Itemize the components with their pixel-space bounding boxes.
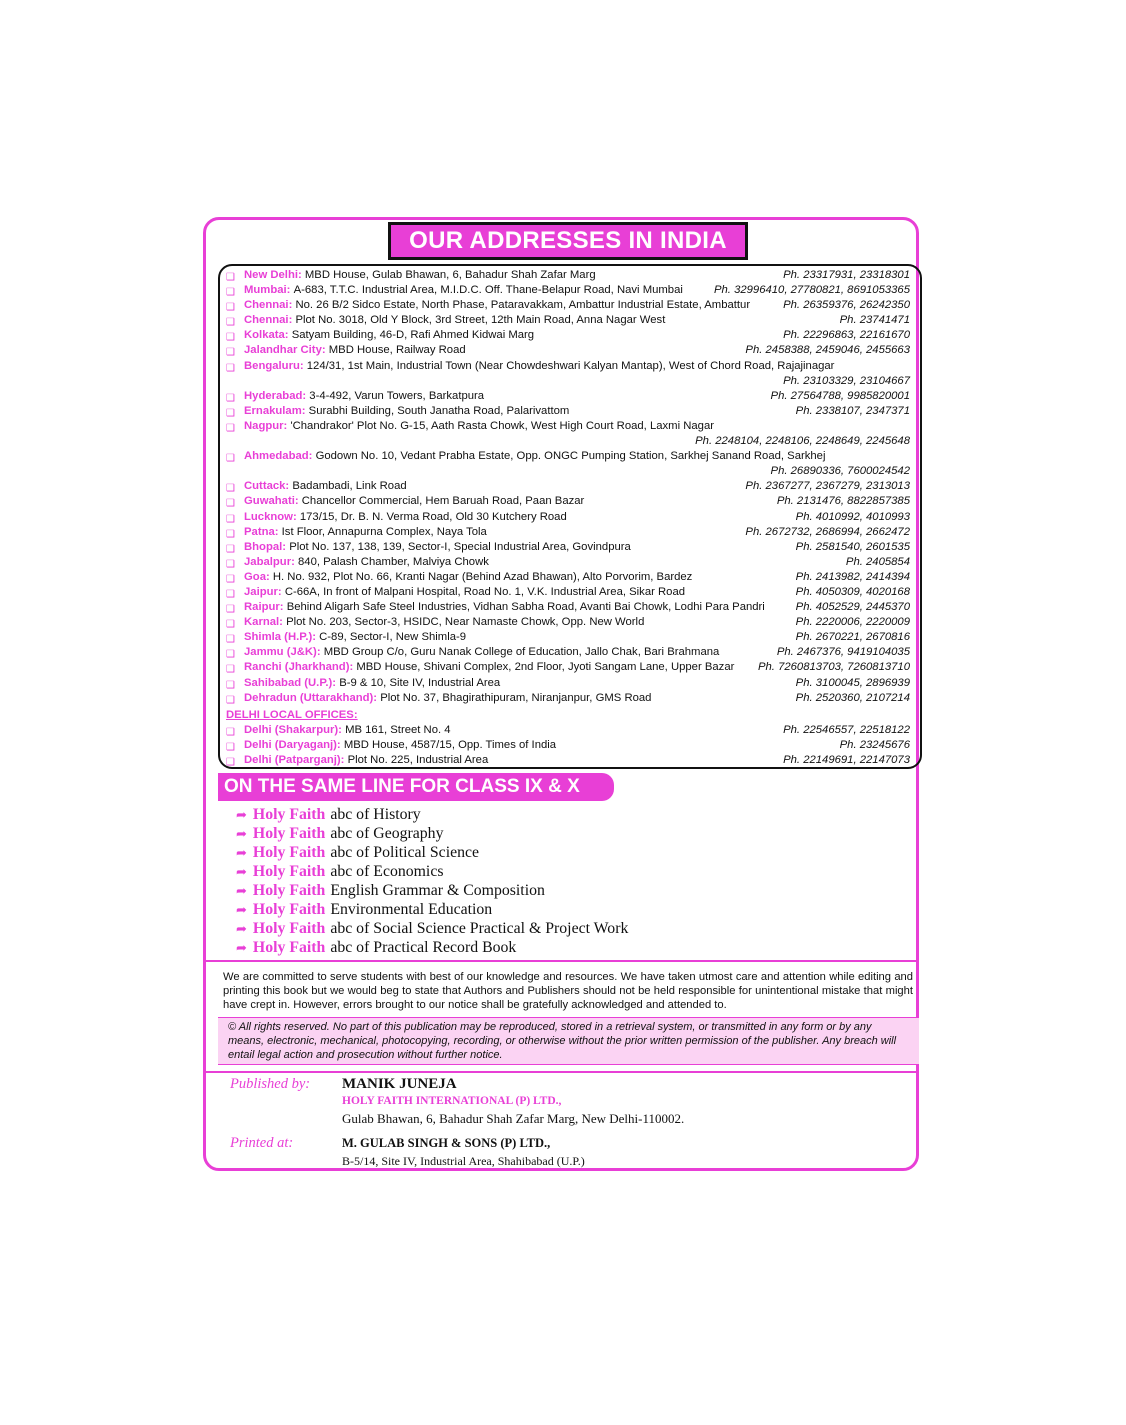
city-name: Sahibabad (U.P.):	[244, 676, 337, 689]
book-brand: Holy Faith	[252, 901, 326, 918]
arrow-icon: ➦	[236, 940, 247, 955]
book-item	[236, 900, 628, 919]
book-item	[236, 824, 628, 843]
city-name: Delhi (Patparganj):	[244, 754, 345, 766]
checkbox-bullet-icon: ❑	[226, 694, 235, 706]
checkbox-bullet-icon: ❑	[226, 543, 235, 555]
address-row	[226, 404, 910, 419]
address-text: MBD House, 4587/15, Opp. Times of India	[343, 738, 557, 751]
address-text: MBD House, Gulab Bhawan, 6, Bahadur Shah Zafar Marg	[304, 269, 596, 281]
same-line-heading: ON THE SAME LINE FOR CLASS IX & X	[218, 773, 614, 801]
phone-numbers: Ph. 2467376, 9419104035	[776, 646, 910, 659]
phone-numbers: Ph. 2458388, 2459046, 2455663	[745, 344, 910, 357]
address-row	[226, 555, 910, 570]
city-name: Chennai:	[244, 299, 293, 312]
address-text: Plot No. 225, Industrial Area	[347, 754, 489, 766]
book-title: abc of Practical Record Book	[330, 939, 517, 956]
checkbox-bullet-icon: ❑	[226, 741, 235, 753]
city-name: Bengaluru:	[244, 359, 304, 372]
address-row	[226, 525, 910, 540]
address-text: Plot No. 137, 138, 139, Sector-I, Special Industrial Area, Govindpura	[289, 540, 631, 553]
checkbox-bullet-icon: ❑	[226, 332, 235, 344]
checkbox-bullet-icon: ❑	[226, 649, 235, 661]
book-brand: Holy Faith	[252, 920, 326, 937]
address-text: H. No. 932, Plot No. 66, Kranti Nagar (Behind Azad Bhawan), Alto Porvorim, Bardez	[272, 570, 693, 583]
phone-numbers: Ph. 22296863, 22161670	[783, 329, 910, 342]
address-text: Surabhi Building, South Janatha Road, Palarivattom	[308, 404, 570, 417]
phone-numbers: Ph. 23103329, 23104667	[783, 374, 910, 387]
address-row	[226, 343, 910, 358]
checkbox-bullet-icon: ❑	[226, 302, 235, 314]
address-text: MB 161, Street No. 4	[345, 723, 451, 736]
arrow-icon: ➦	[236, 807, 247, 822]
city-name: Kolkata:	[244, 329, 289, 342]
city-name: Patna:	[244, 525, 279, 538]
publisher-company: HOLY FAITH INTERNATIONAL (P) LTD.,	[342, 1095, 562, 1107]
book-brand: Holy Faith	[252, 844, 326, 861]
checkbox-bullet-icon: ❑	[226, 453, 235, 465]
checkbox-bullet-icon: ❑	[226, 347, 235, 359]
checkbox-bullet-icon: ❑	[226, 664, 235, 676]
phone-numbers: Ph. 2338107, 2347371	[795, 404, 910, 417]
address-text: 3-4-492, Varun Towers, Barkatpura	[309, 389, 485, 402]
address-text: 173/15, Dr. B. N. Verma Road, Old 30 Kutchery Road	[299, 510, 567, 523]
city-name: Hyderabad:	[244, 389, 307, 402]
checkbox-bullet-icon: ❑	[226, 757, 235, 768]
address-text: MBD House, Shivani Complex, 2nd Floor, Jyoti Sangam Lane, Upper Bazar	[356, 661, 735, 674]
address-text: Badambadi, Link Road	[292, 480, 407, 493]
book-brand: Holy Faith	[252, 863, 326, 880]
phone-numbers: Ph. 2520360, 2107214	[795, 691, 910, 704]
city-name: New Delhi:	[244, 269, 302, 281]
address-text: Ist Floor, Annapurna Complex, Naya Tola	[281, 525, 487, 538]
address-row	[226, 570, 910, 585]
checkbox-bullet-icon: ❑	[226, 287, 235, 299]
city-name: Cuttack:	[244, 480, 290, 493]
book-item	[236, 862, 628, 881]
book-item	[236, 938, 628, 957]
address-row	[226, 510, 910, 525]
address-row	[226, 676, 910, 691]
address-row	[226, 645, 910, 660]
publisher-name: MANIK JUNEJA	[342, 1076, 457, 1092]
address-row	[226, 328, 910, 343]
book-item	[236, 843, 628, 862]
checkbox-bullet-icon: ❑	[226, 679, 235, 691]
book-title: abc of Geography	[330, 825, 444, 842]
city-name: Jalandhar City:	[244, 344, 326, 357]
address-text: Satyam Building, 46-D, Rafi Ahmed Kidwai Marg	[291, 329, 535, 342]
checkbox-bullet-icon: ❑	[226, 619, 235, 631]
city-name: Guwahati:	[244, 495, 299, 508]
phone-numbers: Ph. 2131476, 8822857385	[776, 495, 910, 508]
address-row	[226, 660, 910, 675]
arrow-icon: ➦	[236, 883, 247, 898]
checkbox-bullet-icon: ❑	[226, 317, 235, 329]
city-name: Delhi (Shakarpur):	[244, 723, 342, 736]
address-text: Godown No. 10, Vedant Prabha Estate, Opp. ONGC Pumping Station, Sarkhej Sanand Road, Sarkhej	[315, 450, 826, 463]
city-name: Raipur:	[244, 601, 284, 614]
checkbox-bullet-icon: ❑	[226, 362, 235, 374]
phone-numbers: Ph. 26890336, 7600024542	[770, 465, 910, 478]
printer-address: B-5/14, Site IV, Industrial Area, Shahibabad (U.P.)	[342, 1154, 585, 1168]
arrow-icon: ➦	[236, 864, 247, 879]
city-name: Dehradun (Uttarakhand):	[244, 691, 378, 704]
city-name: Lucknow:	[244, 510, 297, 523]
phone-numbers: Ph. 23245676	[839, 738, 910, 751]
publisher-address: Gulab Bhawan, 6, Bahadur Shah Zafar Marg, New Delhi-110002.	[342, 1111, 685, 1126]
city-name: Ranchi (Jharkhand):	[244, 661, 354, 674]
checkbox-bullet-icon: ❑	[226, 634, 235, 646]
book-item	[236, 805, 628, 824]
address-text: B-9 & 10, Site IV, Industrial Area	[339, 676, 501, 689]
phone-numbers: Ph. 2672732, 2686994, 2662472	[745, 525, 910, 538]
city-name: Jaipur:	[244, 585, 282, 598]
phone-numbers: Ph. 2413982, 2414394	[795, 570, 910, 583]
address-row	[226, 540, 910, 555]
phone-numbers: Ph. 32996410, 27780821, 8691053365	[713, 284, 910, 297]
city-name: Ahmedabad:	[244, 450, 313, 463]
address-text: 124/31, 1st Main, Industrial Town (Near Chowdeshwari Kalyan Mantap), West of Chord Road, Rajajinagar	[306, 359, 835, 372]
phone-numbers: Ph. 2220006, 2220009	[795, 616, 910, 629]
address-row	[226, 585, 910, 600]
address-row	[226, 419, 910, 449]
address-text: C-66A, In front of Malpani Hospital, Road No. 1, V.K. Industrial Area, Sikar Road	[284, 585, 686, 598]
phone-numbers: Ph. 4052529, 2445370	[795, 601, 910, 614]
arrow-icon: ➦	[236, 845, 247, 860]
phone-numbers: Ph. 7260813703, 7260813710	[757, 661, 910, 674]
divider	[206, 960, 916, 962]
address-row	[226, 738, 910, 753]
address-row	[226, 753, 910, 768]
phone-numbers: Ph. 4010992, 4010993	[795, 510, 910, 523]
phone-numbers: Ph. 4050309, 4020168	[795, 585, 910, 598]
checkbox-bullet-icon: ❑	[226, 588, 235, 600]
delhi-offices-heading: DELHI LOCAL OFFICES:	[226, 708, 358, 721]
book-title: English Grammar & Composition	[330, 882, 545, 899]
address-row	[226, 479, 910, 494]
city-name: Jammu (J&K):	[244, 646, 321, 659]
book-title: abc of Social Science Practical & Project Work	[330, 920, 629, 937]
address-row	[226, 494, 910, 509]
address-text: A-683, T.T.C. Industrial Area, M.I.D.C. Off. Thane-Belapur Road, Navi Mumbai	[293, 284, 683, 297]
checkbox-bullet-icon: ❑	[226, 558, 235, 570]
city-name: Chennai:	[244, 314, 293, 327]
published-by-label: Published by:	[230, 1076, 311, 1092]
book-list	[236, 805, 628, 957]
phone-numbers: Ph. 23317931, 23318301	[783, 269, 910, 281]
phone-numbers: Ph. 2670221, 2670816	[795, 631, 910, 644]
city-name: Nagpur:	[244, 419, 288, 432]
address-row	[226, 359, 910, 389]
checkbox-bullet-icon: ❑	[226, 407, 235, 419]
phone-numbers: Ph. 2581540, 2601535	[795, 540, 910, 553]
divider	[206, 1071, 916, 1073]
phone-numbers: Ph. 2367277, 2367279, 2313013	[745, 480, 910, 493]
address-list	[226, 268, 910, 768]
checkbox-bullet-icon: ❑	[226, 726, 235, 738]
address-text: Behind Aligarh Safe Steel Industries, Vidhan Sabha Road, Avanti Bai Chowk, Lodhi Para Pandri	[286, 601, 765, 614]
address-text: Plot No. 203, Sector-3, HSIDC, Near Namaste Chowk, Opp. New World	[286, 616, 645, 629]
phone-numbers: Ph. 2248104, 2248106, 2248649, 2245648	[695, 435, 910, 448]
checkbox-bullet-icon: ❑	[226, 422, 235, 434]
city-name: Goa:	[244, 570, 270, 583]
checkbox-bullet-icon: ❑	[226, 604, 235, 616]
city-name: Shimla (H.P.):	[244, 631, 316, 644]
arrow-icon: ➦	[236, 921, 247, 936]
book-brand: Holy Faith	[252, 939, 326, 956]
checkbox-bullet-icon: ❑	[226, 498, 235, 510]
address-text: MBD House, Railway Road	[328, 344, 466, 357]
book-title: abc of History	[330, 806, 421, 823]
address-text: Plot No. 3018, Old Y Block, 3rd Street, 12th Main Road, Anna Nagar West	[295, 314, 666, 327]
city-name: Bhopal:	[244, 540, 287, 553]
disclaimer-text: We are committed to serve students with best of our knowledge and resources. We have taken utmost care and attention while editing and printing this book but we would beg to state that Authors and Publishers should not be held responsible for unintentional mistake that might have crept in. However, errors brought to our notice shall be gratefully acknowledged and attended to.	[223, 971, 913, 1011]
book-item	[236, 919, 628, 938]
checkbox-bullet-icon: ❑	[226, 513, 235, 525]
book-brand: Holy Faith	[252, 806, 326, 823]
phone-numbers: Ph. 26359376, 26242350	[783, 299, 910, 312]
arrow-icon: ➦	[236, 826, 247, 841]
address-row	[226, 691, 910, 706]
checkbox-bullet-icon: ❑	[226, 528, 235, 540]
book-title: Environmental Education	[330, 901, 493, 918]
address-row	[226, 268, 910, 283]
address-text: Plot No. 37, Bhagirathipuram, Niranjanpur, GMS Road	[380, 691, 652, 704]
book-title: abc of Political Science	[330, 844, 480, 861]
phone-numbers: Ph. 22546557, 22518122	[783, 723, 910, 736]
phone-numbers: Ph. 23741471	[839, 314, 910, 327]
checkbox-bullet-icon: ❑	[226, 392, 235, 404]
rights-notice: © All rights reserved. No part of this publication may be reproduced, stored in a retrieval system, or transmitted in any form or by any means, electronic, mechanical, photocopying, recording, or otherwise without the prior written permission of the publisher. Any breach will entail legal action and prosecution without further notice.	[218, 1017, 919, 1065]
address-text: MBD Group C/o, Guru Nanak College of Education, Jallo Chak, Bari Brahmana	[323, 646, 720, 659]
checkbox-bullet-icon: ❑	[226, 483, 235, 495]
book-brand: Holy Faith	[252, 882, 326, 899]
checkbox-bullet-icon: ❑	[226, 272, 235, 283]
city-name: Delhi (Daryaganj):	[244, 738, 341, 751]
page-title: OUR ADDRESSES IN INDIA	[388, 222, 748, 260]
book-title: abc of Economics	[330, 863, 444, 880]
address-row	[226, 389, 910, 404]
book-brand: Holy Faith	[252, 825, 326, 842]
phone-numbers: Ph. 3100045, 2896939	[795, 676, 910, 689]
address-text: 840, Palash Chamber, Malviya Chowk	[298, 555, 489, 568]
address-row	[226, 615, 910, 630]
city-name: Jabalpur:	[244, 555, 295, 568]
address-text: Chancellor Commercial, Hem Baruah Road, Paan Bazar	[301, 495, 585, 508]
address-row	[226, 723, 910, 738]
printer-company: M. GULAB SINGH & SONS (P) LTD.,	[342, 1136, 551, 1150]
address-row	[226, 449, 910, 479]
city-name: Ernakulam:	[244, 404, 306, 417]
arrow-icon: ➦	[236, 902, 247, 917]
address-row	[226, 298, 910, 313]
address-row	[226, 313, 910, 328]
printed-at-label: Printed at:	[230, 1135, 294, 1151]
phone-numbers: Ph. 2405854	[845, 555, 910, 568]
phone-numbers: Ph. 27564788, 9985820001	[770, 389, 910, 402]
address-row	[226, 630, 910, 645]
address-text: C-89, Sector-I, New Shimla-9	[319, 631, 467, 644]
city-name: Karnal:	[244, 616, 283, 629]
phone-numbers: Ph. 22149691, 22147073	[783, 754, 910, 766]
address-row	[226, 600, 910, 615]
address-text: No. 26 B/2 Sidco Estate, North Phase, Pataravakkam, Ambattur Industrial Estate, Ambattur	[295, 299, 751, 312]
city-name: Mumbai:	[244, 284, 291, 297]
address-row	[226, 283, 910, 298]
checkbox-bullet-icon: ❑	[226, 573, 235, 585]
book-item	[236, 881, 628, 900]
address-text: 'Chandrakor' Plot No. G-15, Aath Rasta Chowk, West High Court Road, Laxmi Nagar	[290, 419, 714, 432]
